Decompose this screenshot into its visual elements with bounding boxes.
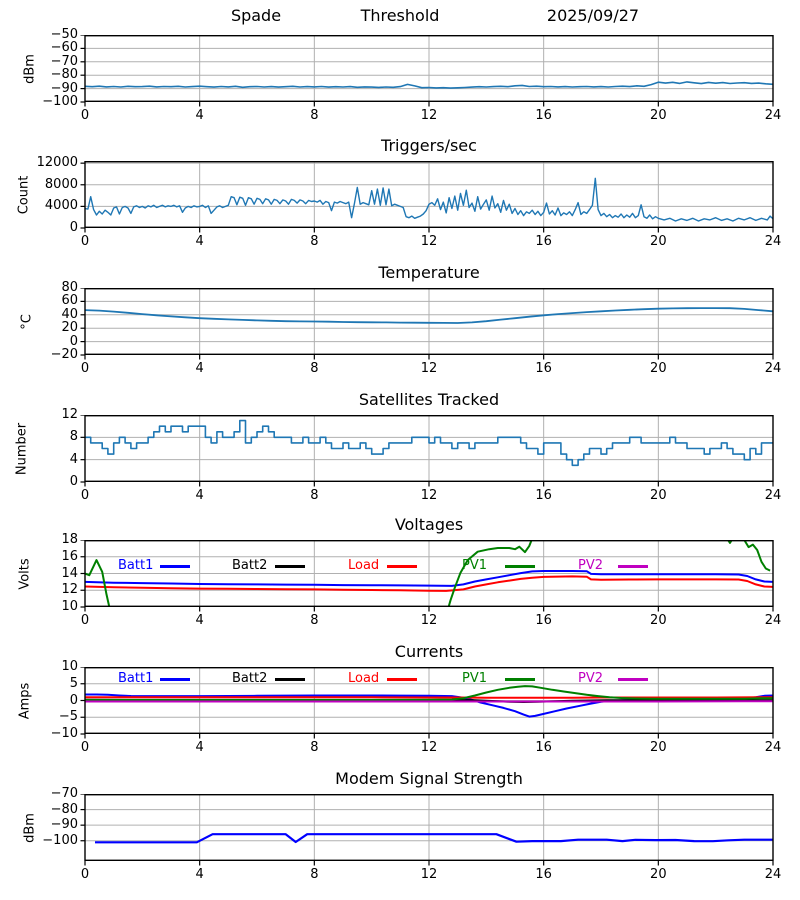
legend-label: Batt1 [118, 671, 154, 686]
chart-title: Satellites Tracked [358, 390, 500, 409]
chart-title: Currents [394, 642, 464, 661]
x-tick-label: 24 [764, 234, 782, 249]
x-tick-label: 0 [80, 108, 90, 123]
y-tick-label: 10 [61, 599, 78, 614]
y-tick-label: −70 [50, 786, 78, 801]
y-tick-label: −70 [50, 53, 78, 69]
y-tick-label: −100 [42, 832, 78, 848]
y-tick-label: −100 [42, 94, 78, 109]
chart-plot-area [79, 794, 779, 871]
legend-label: PV2 [578, 671, 604, 686]
legend-swatch [275, 678, 305, 681]
y-tick-label: −80 [50, 67, 78, 83]
y-tick-label: 0 [69, 220, 78, 235]
x-tick-label: 12 [420, 108, 438, 123]
y-tick-label: 10 [61, 659, 78, 674]
legend-swatch [618, 565, 648, 568]
legend-swatch [160, 678, 190, 681]
x-tick-label: 8 [310, 234, 319, 249]
chart-plot-area [79, 35, 779, 112]
y-tick-label: −60 [50, 40, 78, 56]
x-tick-label: 0 [80, 488, 90, 503]
y-tick-label: 12 [61, 582, 78, 598]
x-tick-label: 0 [80, 234, 90, 249]
legend-label: Batt1 [118, 558, 154, 573]
y-tick-label: 8000 [44, 176, 78, 192]
x-tick-label: 16 [535, 867, 552, 882]
y-tick-label: 12000 [36, 155, 78, 171]
legend-swatch [618, 678, 648, 681]
x-tick-label: 16 [535, 108, 552, 123]
legend-label: Batt2 [232, 671, 268, 686]
y-tick-label: 0 [69, 333, 78, 349]
x-tick-label: 16 [535, 740, 552, 755]
x-tick-label: 12 [420, 488, 438, 503]
x-tick-label: 24 [764, 488, 782, 503]
y-axis-label: °C [19, 313, 35, 330]
x-tick-label: 8 [310, 740, 319, 755]
x-tick-label: 4 [195, 488, 204, 503]
chart-title: Triggers/sec [381, 136, 477, 155]
y-tick-label: −5 [58, 709, 78, 725]
legend-label: Load [348, 558, 380, 573]
y-tick-label: −20 [50, 347, 78, 362]
x-tick-label: 16 [535, 613, 552, 628]
y-tick-label: 14 [61, 565, 78, 581]
x-tick-label: 16 [535, 488, 552, 503]
x-tick-label: 20 [650, 488, 667, 503]
x-tick-label: 8 [310, 361, 319, 376]
chart-title: Voltages [394, 515, 464, 534]
y-tick-label: 8 [69, 429, 78, 445]
legend-label: PV1 [462, 671, 488, 686]
y-tick-label: 0 [69, 692, 78, 708]
x-tick-label: 16 [535, 234, 552, 249]
x-tick-label: 24 [764, 613, 782, 628]
x-tick-label: 0 [80, 867, 90, 882]
y-tick-label: 12 [61, 407, 78, 422]
y-tick-label: −10 [50, 726, 78, 741]
y-tick-label: 0 [69, 474, 78, 489]
y-axis-label: Volts [17, 557, 33, 590]
x-tick-label: 0 [80, 361, 90, 376]
chart-plot-area [79, 161, 779, 238]
measurement-title: Threshold [360, 6, 440, 25]
x-tick-label: 12 [420, 361, 438, 376]
y-tick-label: 18 [61, 532, 78, 547]
x-tick-label: 4 [195, 108, 204, 123]
chart-title: Modem Signal Strength [335, 769, 523, 788]
x-tick-label: 4 [195, 613, 204, 628]
x-tick-label: 0 [80, 740, 90, 755]
legend-swatch [275, 565, 305, 568]
legend-label: PV2 [578, 558, 604, 573]
y-axis-label: dBm [22, 53, 38, 84]
chart-plot-area [79, 540, 779, 617]
legend-swatch [160, 565, 190, 568]
x-tick-label: 4 [195, 867, 204, 882]
x-tick-label: 12 [420, 613, 438, 628]
y-tick-label: 60 [61, 293, 78, 309]
x-tick-label: 24 [764, 361, 782, 376]
y-tick-label: −90 [50, 80, 78, 96]
x-tick-label: 20 [650, 108, 667, 123]
y-tick-label: 20 [61, 320, 78, 336]
x-tick-label: 8 [310, 867, 319, 882]
x-tick-label: 24 [764, 867, 782, 882]
legend-swatch [505, 678, 535, 681]
x-tick-label: 8 [310, 613, 319, 628]
x-tick-label: 4 [195, 234, 204, 249]
x-tick-label: 16 [535, 361, 552, 376]
legend-label: Batt2 [232, 558, 268, 573]
y-tick-label: 40 [61, 306, 78, 322]
x-tick-label: 4 [195, 740, 204, 755]
x-tick-label: 8 [310, 108, 319, 123]
legend-swatch [387, 565, 417, 568]
legend-label: Load [348, 671, 380, 686]
x-tick-label: 12 [420, 740, 438, 755]
y-axis-label: Number [14, 422, 30, 475]
y-tick-label: 80 [61, 280, 78, 295]
y-axis-label: dBm [22, 812, 38, 843]
y-tick-label: 4000 [44, 198, 78, 214]
station-name: Spade [230, 6, 282, 25]
series-load-line [85, 697, 773, 698]
x-tick-label: 20 [650, 361, 667, 376]
y-tick-label: −80 [50, 801, 78, 817]
legend-swatch [505, 565, 535, 568]
y-axis-label: Count [16, 175, 32, 214]
x-tick-label: 20 [650, 740, 667, 755]
x-tick-label: 12 [420, 234, 438, 249]
legend-swatch [387, 678, 417, 681]
x-tick-label: 24 [764, 740, 782, 755]
y-tick-label: 4 [69, 451, 78, 467]
y-axis-label: Amps [17, 682, 33, 719]
plot-date: 2025/09/27 [546, 6, 640, 25]
x-tick-label: 12 [420, 867, 438, 882]
x-tick-label: 0 [80, 613, 90, 628]
y-tick-label: −90 [50, 817, 78, 833]
chart-title: Temperature [378, 263, 480, 282]
y-tick-label: −50 [50, 27, 78, 42]
chart-plot-area [79, 415, 779, 492]
legend-label: PV1 [462, 558, 488, 573]
y-tick-label: 5 [69, 675, 78, 691]
x-tick-label: 4 [195, 361, 204, 376]
x-tick-label: 20 [650, 234, 667, 249]
x-tick-label: 8 [310, 488, 319, 503]
chart-plot-area [79, 288, 779, 365]
y-tick-label: 16 [61, 548, 78, 564]
x-tick-label: 20 [650, 867, 667, 882]
x-tick-label: 24 [764, 108, 782, 123]
x-tick-label: 20 [650, 613, 667, 628]
